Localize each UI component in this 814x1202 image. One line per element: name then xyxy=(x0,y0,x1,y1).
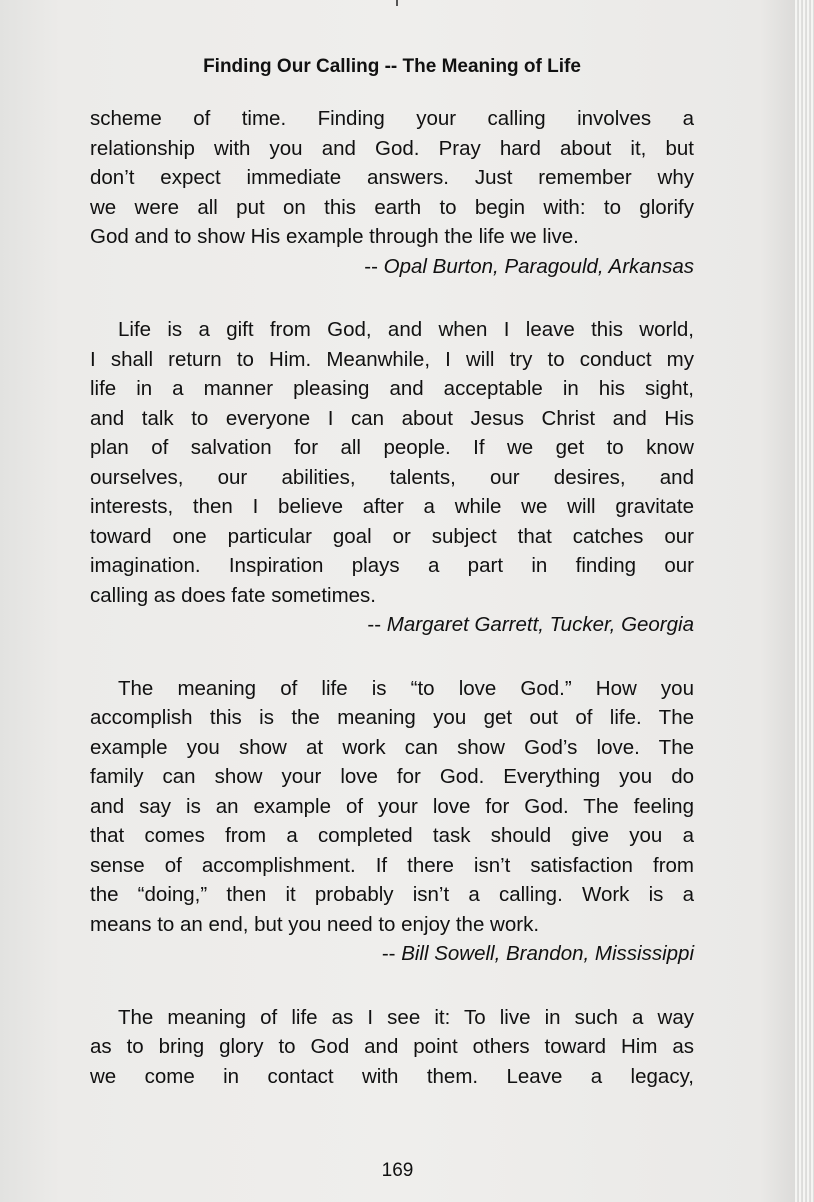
page-stack-edge xyxy=(795,0,814,1202)
text-line: God and to show His example through the life we live. xyxy=(90,225,579,248)
attribution xyxy=(90,252,694,282)
text-line: and say is an example of your love for God. The feeling xyxy=(90,794,694,818)
binding-mark xyxy=(396,0,398,6)
text-line: ourselves, our abilities, talents, our desires, and xyxy=(90,465,694,489)
text-line: and talk to everyone I can about Jesus Christ and His xyxy=(90,406,694,430)
entry-continued xyxy=(90,1003,694,1092)
text-line: scheme of time. Finding your calling involves a xyxy=(90,107,694,130)
text-line: we were all put on this earth to begin with: to glorify xyxy=(90,195,694,219)
attribution xyxy=(90,939,694,969)
attribution-author: Margaret Garrett, Tucker, Georgia xyxy=(386,613,694,636)
text-line: plan of salvation for all people. If we get to know xyxy=(90,436,694,459)
text-line: The meaning of life as I see it: To live in such a way xyxy=(118,1005,694,1029)
text-line: toward one particular goal or subject that catches our xyxy=(90,524,694,548)
text-line: the “doing,” then it probably isn’t a calling. Work is a xyxy=(90,883,694,906)
text-line: we come in contact with them. Leave a legacy, xyxy=(90,1064,694,1088)
attribution-author: Opal Burton, Paragould, Arkansas xyxy=(383,254,694,278)
text-line: means to an end, but you need to enjoy the work. xyxy=(90,912,540,936)
text-line: as to bring glory to God and point others toward Him as xyxy=(90,1035,694,1058)
attribution-author: Bill Sowell, Brandon, Mississippi xyxy=(401,942,694,965)
text-line: imagination. Inspiration plays a part in finding our xyxy=(90,554,694,577)
text-line: sense of accomplishment. If there isn’t satisfaction from xyxy=(90,853,694,877)
running-header: Finding Our Calling -- The Meaning of Life xyxy=(203,56,581,77)
page-number: 169 xyxy=(381,1160,414,1181)
attribution-dash: -- xyxy=(381,942,402,965)
text-line: life in a manner pleasing and acceptable in his sight, xyxy=(90,377,694,400)
text-line: accomplish this is the meaning you get out of life. The xyxy=(90,706,694,729)
text-line: that comes from a completed task should give you a xyxy=(90,824,694,847)
entry-opal-burton xyxy=(90,104,694,281)
text-line: interests, then I believe after a while we will gravitate xyxy=(90,495,694,518)
entry-margaret-garrett xyxy=(90,315,694,640)
text-line: don’t expect immediate answers. Just remember why xyxy=(90,166,694,189)
text-line: Life is a gift from God, and when I leave this world, xyxy=(118,318,694,341)
paragraph xyxy=(90,1003,694,1092)
text-line: example you show at work can show God’s love. The xyxy=(90,735,694,759)
paragraph xyxy=(90,104,694,252)
attribution xyxy=(90,610,694,640)
text-line: relationship with you and God. Pray hard about it, but xyxy=(90,136,694,160)
text-line: family can show your love for God. Everything you do xyxy=(90,765,694,788)
entry-bill-sowell xyxy=(90,674,694,969)
attribution-dash: -- xyxy=(364,254,384,278)
paragraph xyxy=(90,315,694,610)
text-line: The meaning of life is “to love God.” How you xyxy=(118,676,694,700)
text-line: calling as does fate sometimes. xyxy=(90,583,376,607)
text-line: I shall return to Him. Meanwhile, I will try to conduct my xyxy=(90,347,694,371)
paragraph xyxy=(90,674,694,940)
page-content xyxy=(90,56,694,1091)
attribution-dash: -- xyxy=(367,613,387,636)
